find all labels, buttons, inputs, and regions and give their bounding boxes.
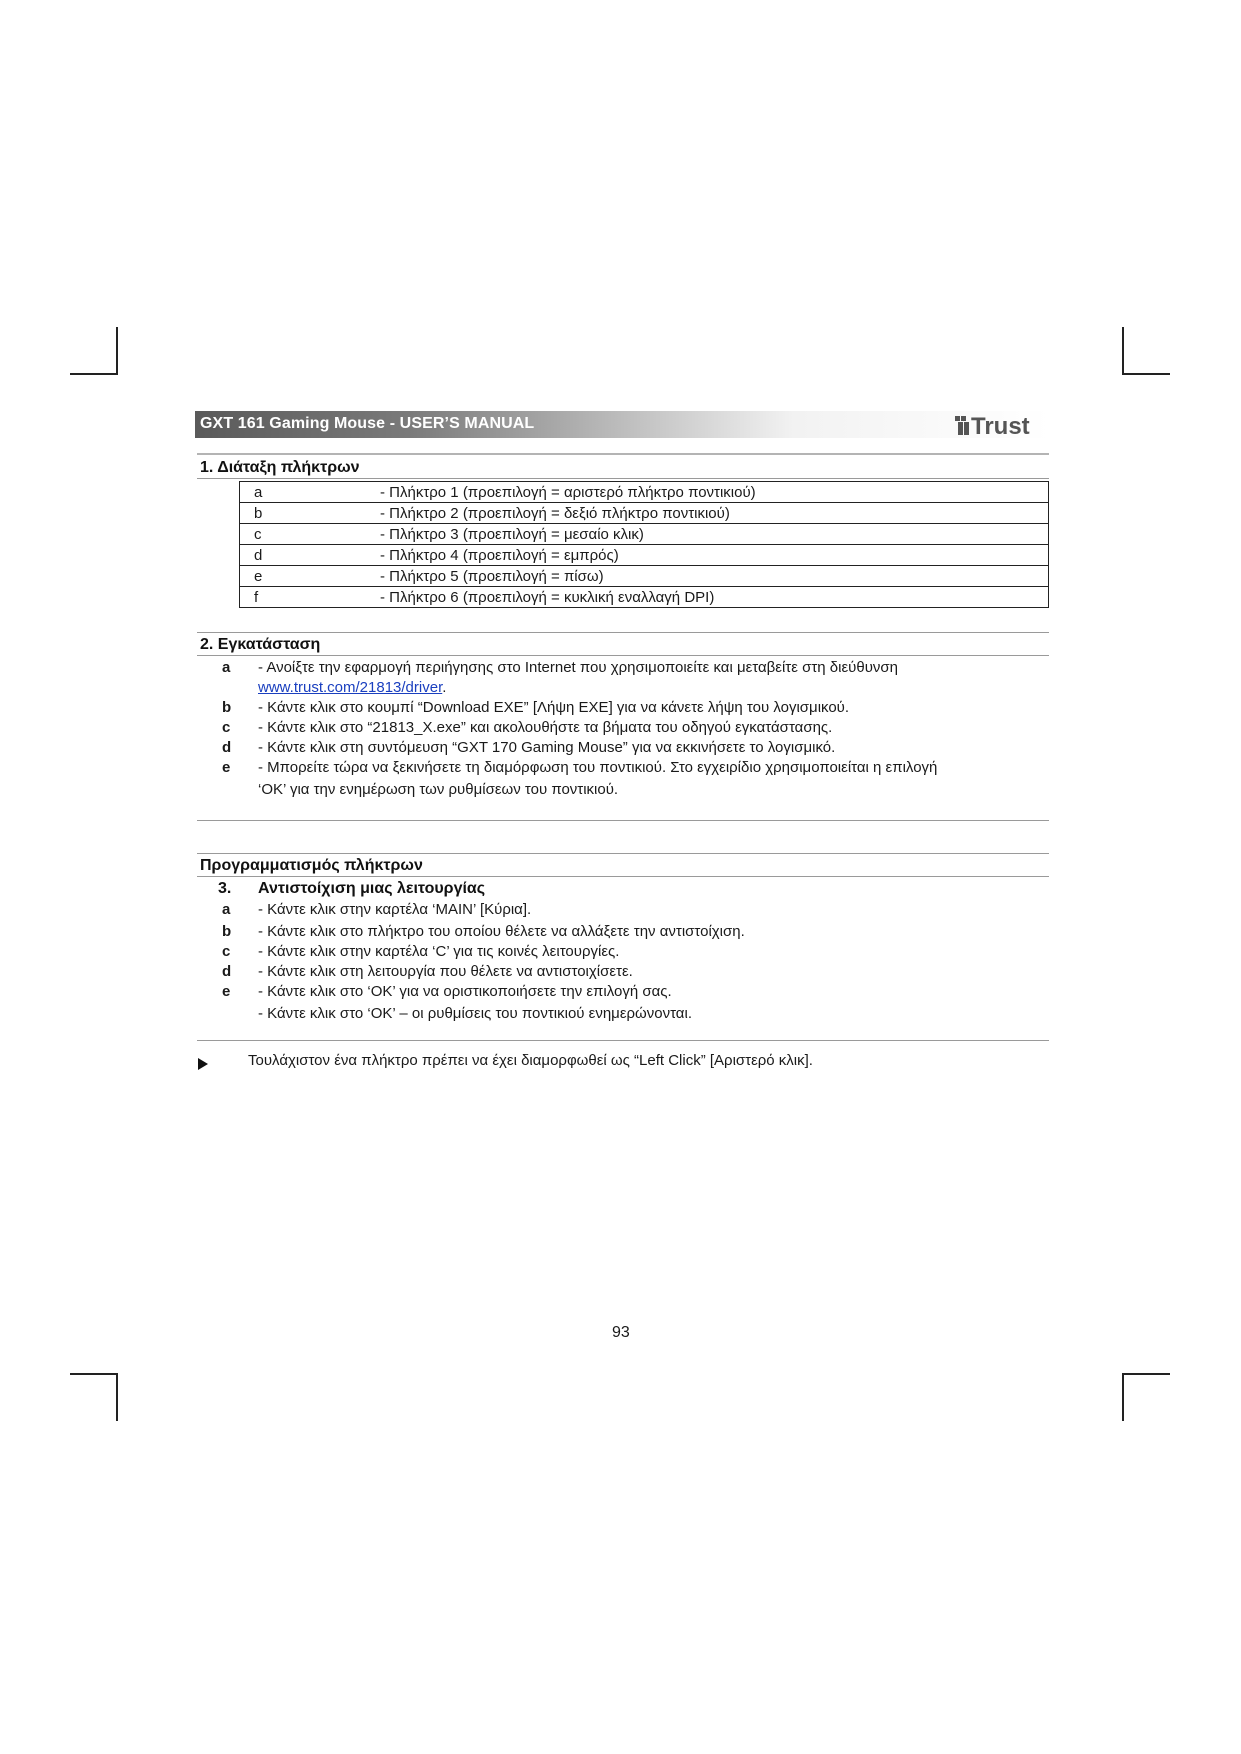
table-row <box>240 524 1049 545</box>
button-description: - Πλήκτρο 1 (προεπιλογή = αριστερό πλήκτρο ποντικιού) <box>380 482 1049 503</box>
table-row <box>240 503 1049 524</box>
section-2-title: 2. Εγκατάσταση <box>200 636 321 653</box>
crop-mark-top-right-v <box>1122 327 1124 375</box>
step-label: b <box>222 699 232 716</box>
button-description: - Πλήκτρο 5 (προεπιλογή = πίσω) <box>380 566 1049 587</box>
subsection-title: Αντιστοίχιση μιας λειτουργίας <box>258 880 486 897</box>
step-label: c <box>222 943 231 960</box>
step-label: a <box>222 901 231 918</box>
step-label: d <box>222 963 232 980</box>
crop-mark-bottom-left-v <box>116 1373 118 1421</box>
page-number: 93 <box>612 1324 630 1341</box>
manual-title: GXT 161 Gaming Mouse - USER’S MANUAL <box>200 415 535 432</box>
button-key: f <box>240 587 381 608</box>
step-text: - Κάντε κλικ στο πλήκτρο του οποίου θέλετε να αλλάξετε την αντιστοίχιση. <box>258 923 745 940</box>
button-description: - Πλήκτρο 2 (προεπιλογή = δεξιό πλήκτρο ποντικιού) <box>380 503 1049 524</box>
crop-mark-top-left-v <box>116 327 118 375</box>
section-1-title: 1. Διάταξη πλήκτρων <box>200 459 360 476</box>
note-rule <box>197 1040 1049 1041</box>
step-text: - Κάντε κλικ στο ‘OK’ – οι ρυθμίσεις του ποντικιού ενημερώνονται. <box>258 1005 692 1022</box>
crop-mark-top-left-h <box>70 373 118 375</box>
section-2-rule <box>197 655 1049 656</box>
step-label: e <box>222 759 231 776</box>
arrow-right-icon <box>198 1058 208 1070</box>
step-label: a <box>222 659 231 676</box>
assign-function-steps <box>222 900 1052 1030</box>
crop-mark-bottom-right-v <box>1122 1373 1124 1421</box>
subsection-number: 3. <box>218 880 232 897</box>
step-text: - Κάντε κλικ στο κουμπί “Download EXE” [Λήψη EXE] για να κάνετε λήψη του λογισμικού. <box>258 699 850 716</box>
step-text: - Κάντε κλικ στην καρτέλα ‘MAIN’ [Κύρια]. <box>258 901 532 918</box>
step-text: - Κάντε κλικ στην καρτέλα ‘C’ για τις κοινές λειτουργίες. <box>258 943 620 960</box>
section-2-bottom-rule <box>197 820 1049 821</box>
button-key: b <box>240 503 381 524</box>
note-text: Τουλάχιστον ένα πλήκτρο πρέπει να έχει διαμορφωθεί ως “Left Click” [Αριστερό κλικ]. <box>248 1052 813 1069</box>
driver-link[interactable]: www.trust.com/21813/driver <box>258 679 443 696</box>
button-key: a <box>240 482 381 503</box>
table-row <box>240 545 1049 566</box>
step-text-continued: ‘ΟΚ’ για την ενημέρωση των ρυθμίσεων του ποντικιού. <box>258 781 619 798</box>
table-row <box>240 482 1049 503</box>
table-row <box>240 566 1049 587</box>
link-suffix: . <box>442 679 447 696</box>
step-text: - Κάντε κλικ στη λειτουργία που θέλετε να αντιστοιχίσετε. <box>258 963 633 980</box>
button-key: c <box>240 524 381 545</box>
button-description: - Πλήκτρο 6 (προεπιλογή = κυκλική εναλλαγή DPI) <box>380 587 1049 608</box>
step-text: - Ανοίξτε την εφαρμογή περιήγησης στο Internet που χρησιμοποιείτε και μεταβείτε στη διεύθυνση <box>258 659 898 676</box>
section-3-rule <box>197 876 1049 877</box>
button-layout-table <box>239 481 1049 608</box>
svg-text:Trust: Trust <box>971 413 1030 438</box>
button-key: d <box>240 545 381 566</box>
crop-mark-bottom-left-h <box>70 1373 118 1375</box>
section-3-top-rule <box>197 853 1049 854</box>
step-label: c <box>222 719 231 736</box>
step-label: e <box>222 983 231 1000</box>
section-2-top-rule <box>197 632 1049 633</box>
crop-mark-top-right-h <box>1122 373 1170 375</box>
section-3-title: Προγραμματισμός πλήκτρων <box>200 857 423 874</box>
button-description: - Πλήκτρο 3 (προεπιλογή = μεσαίο κλικ) <box>380 524 1049 545</box>
button-key: e <box>240 566 381 587</box>
crop-mark-bottom-right-h <box>1122 1373 1170 1375</box>
button-description: - Πλήκτρο 4 (προεπιλογή = εμπρός) <box>380 545 1049 566</box>
header-rule <box>197 453 1049 455</box>
installation-steps <box>222 658 1052 808</box>
step-label: d <box>222 739 232 756</box>
step-text: - Μπορείτε τώρα να ξεκινήσετε τη διαμόρφωση του ποντικιού. Στο εγχειρίδιο χρησιμοποιείται η επιλογή <box>258 759 938 776</box>
step-text: - Κάντε κλικ στο “21813_X.exe” και ακολουθήστε τα βήματα του οδηγού εγκατάστασης. <box>258 719 833 736</box>
section-1-rule <box>197 478 1049 479</box>
step-label: b <box>222 923 232 940</box>
step-text: - Κάντε κλικ στο ‘OK’ για να οριστικοποιήσετε την επιλογή σας. <box>258 983 672 1000</box>
step-text: - Κάντε κλικ στη συντόμευση “GXT 170 Gaming Mouse” για να εκκινήσετε το λογισμικό. <box>258 739 836 756</box>
table-row <box>240 587 1049 608</box>
trust-logo <box>955 410 1045 438</box>
